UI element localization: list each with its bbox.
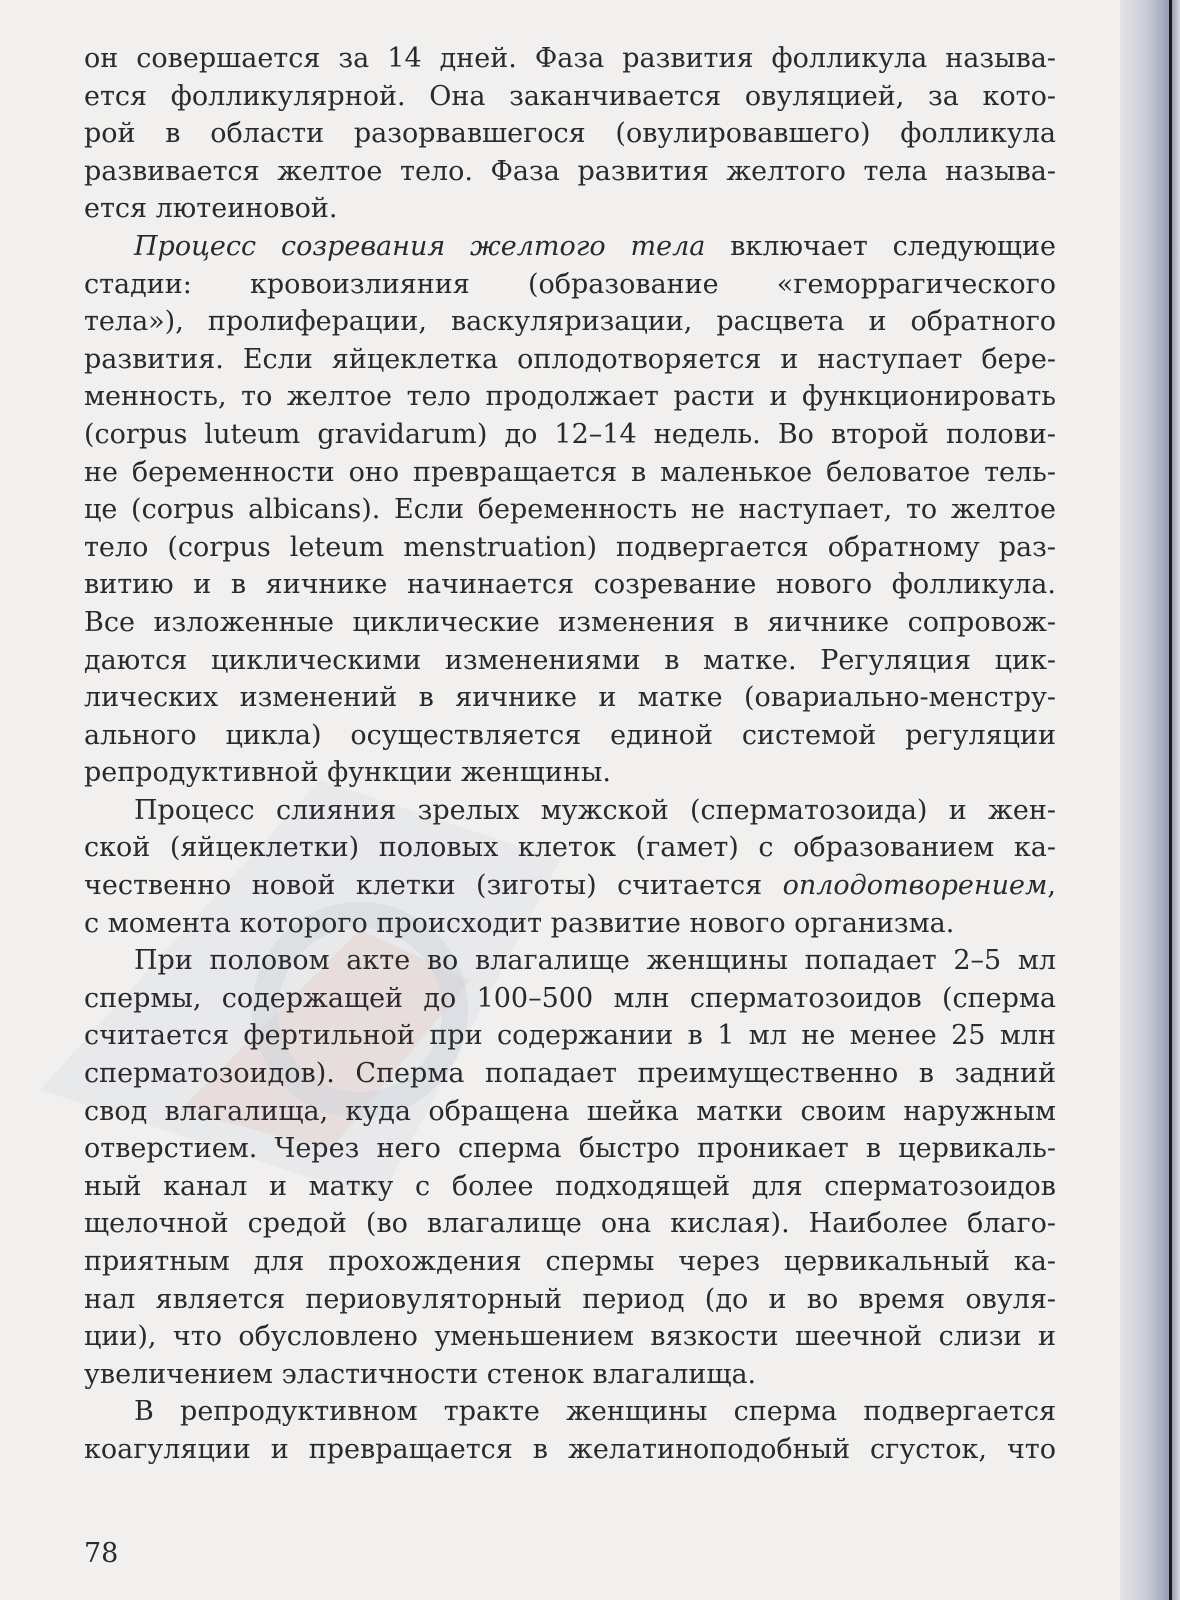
- text-line: приятным для прохождения спермы через цервикальный ка-: [84, 1246, 1056, 1277]
- text-line: считается фертильной при содержании в 1 мл не менее 25 млн: [84, 1020, 1056, 1052]
- text-line: менность, то желтое тело продолжает расти и функционировать: [84, 381, 1056, 413]
- text-line: развития. Если яйцеклетка оплодотворяется и наступает бере-: [84, 343, 1056, 375]
- text-line: [84, 867, 1056, 905]
- text-line: [84, 228, 1056, 266]
- text-line: Все изложенные циклические изменения в яичнике сопровож-: [84, 606, 1056, 638]
- text-line: свод влагалища, куда обращена шейка матки своим наружным: [84, 1095, 1056, 1127]
- text-line: увеличением эластичности стенок влагалища.: [84, 1358, 757, 1390]
- text-line: (corpus luteum gravidarum) до 12–14 недель. Во второй полови-: [84, 418, 1056, 450]
- text-line: сперматозоидов). Сперма попадает преимущественно в задний: [84, 1058, 1056, 1090]
- text-line: витию и в яичнике начинается созревание нового фолликула.: [84, 569, 1056, 601]
- paragraph-1: [84, 40, 1056, 228]
- paragraph-3: [84, 792, 1056, 942]
- page-number: 78: [84, 1538, 119, 1569]
- text-line: В репродуктивном тракте женщины сперма подвергается: [134, 1396, 1056, 1428]
- text-fragment: ,: [1047, 870, 1056, 902]
- text-line: репродуктивной функции женщины.: [84, 757, 611, 789]
- body-text: [84, 40, 1056, 1469]
- text-line: ции), что обусловлено уменьшением вязкости шеечной слизи и: [84, 1321, 1056, 1353]
- text-line: тело (corpus leteum menstruation) подвергается обратному раз-: [84, 531, 1056, 563]
- text-line: ального цикла) осуществляется единой системой регуляции: [84, 719, 1056, 751]
- text-line: спермы, содержащей до 100–500 млн сперматозоидов (сперма: [84, 982, 1056, 1014]
- text-line: ется фолликулярной. Она заканчивается овуляцией, за кото-: [84, 80, 1056, 112]
- text-line: с момента которого происходит развитие нового организма.: [84, 907, 955, 939]
- text-line: щелочной средой (во влагалище она кислая). Наиболее благо-: [84, 1208, 1056, 1240]
- text-fragment: чественно новой клетки (зиготы) считается: [84, 870, 783, 902]
- text-line: даются циклическими изменениями в матке. Регуляция цик-: [84, 644, 1056, 676]
- text-line: Процесс слияния зрелых мужской (сперматозоида) и жен-: [134, 794, 1056, 826]
- page-edge: [1169, 0, 1172, 1600]
- emphasis-text: оплодотворением: [782, 870, 1048, 902]
- text-line: отверстием. Через него сперма быстро проникает в цервикаль-: [84, 1133, 1056, 1165]
- text-line: не беременности оно превращается в маленькое беловатое тель-: [84, 456, 1056, 488]
- text-line: развивается желтое тело. Фаза развития желтого тела называ-: [84, 155, 1056, 187]
- text-line: нал является периовуляторный период (до и во время овуля-: [84, 1283, 1056, 1315]
- paragraph-5: [84, 1393, 1056, 1468]
- paragraph-4: [84, 942, 1056, 1393]
- emphasis-text: Процесс созревания желтого тела: [134, 230, 706, 262]
- text-line: рой в области разорвавшегося (овулировавшего) фолликула: [84, 118, 1056, 150]
- text-line: це (corpus albicans). Если беременность не наступает, то желтое: [84, 494, 1056, 526]
- text-line: При половом акте во влагалище женщины попадает 2–5 мл: [134, 945, 1056, 977]
- text-line: ется лютеиновой.: [84, 193, 338, 225]
- text-line: он совершается за 14 дней. Фаза развития фолликула называ-: [84, 43, 1056, 74]
- text-line: ный канал и матку с более подходящей для сперматозоидов: [84, 1170, 1056, 1202]
- text-line: тела»), пролиферации, васкуляризации, расцвета и обратного: [84, 306, 1056, 338]
- text-line: коагуляции и превращается в желатиноподобный сгусток, что: [84, 1433, 1056, 1465]
- text-line: лических изменений в яичнике и матке (овариально-менстру-: [84, 682, 1056, 714]
- text-line: ской (яйцеклетки) половых клеток (гамет) с образованием ка-: [84, 832, 1056, 864]
- text-fragment: включает следующие: [705, 230, 1056, 262]
- paragraph-2: [84, 228, 1056, 792]
- text-line: стадии: кровоизлияния (образование «геморрагического: [84, 268, 1056, 300]
